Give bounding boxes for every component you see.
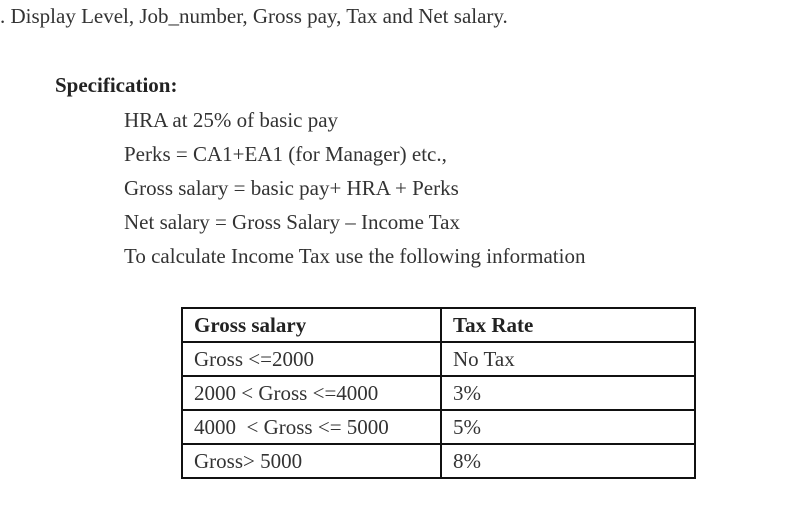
header-tax-rate: Tax Rate <box>441 308 695 342</box>
gross-range-cell: 2000 < Gross <=4000 <box>182 376 441 410</box>
specification-list <box>124 106 585 276</box>
table-row <box>182 444 695 478</box>
spec-line-hra: HRA at 25% of basic pay <box>124 108 339 132</box>
tax-rate-table <box>181 307 696 479</box>
tax-rate-cell: 8% <box>441 444 695 478</box>
spec-line-net-salary: Net salary = Gross Salary – Income Tax <box>124 210 460 234</box>
gross-range-cell: 4000 < Gross <= 5000 <box>182 410 441 444</box>
specification-heading: Specification: <box>55 73 178 97</box>
tax-rate-cell: 5% <box>441 410 695 444</box>
tax-rate-cell: No Tax <box>441 342 695 376</box>
spec-line-income-tax-note: To calculate Income Tax use the following information <box>124 244 586 268</box>
table-row <box>182 410 695 444</box>
intro-line: . Display Level, Job_number, Gross pay, Tax and Net salary. <box>0 4 508 28</box>
gross-range-cell: Gross> 5000 <box>182 444 441 478</box>
table-row <box>182 342 695 376</box>
header-gross-salary: Gross salary <box>182 308 441 342</box>
table-row <box>182 376 695 410</box>
spec-line-perks: Perks = CA1+EA1 (for Manager) etc., <box>124 142 447 166</box>
table-header-row <box>182 308 695 342</box>
gross-range-cell: Gross <=2000 <box>182 342 441 376</box>
spec-line-gross-salary: Gross salary = basic pay+ HRA + Perks <box>124 176 459 200</box>
tax-rate-cell: 3% <box>441 376 695 410</box>
